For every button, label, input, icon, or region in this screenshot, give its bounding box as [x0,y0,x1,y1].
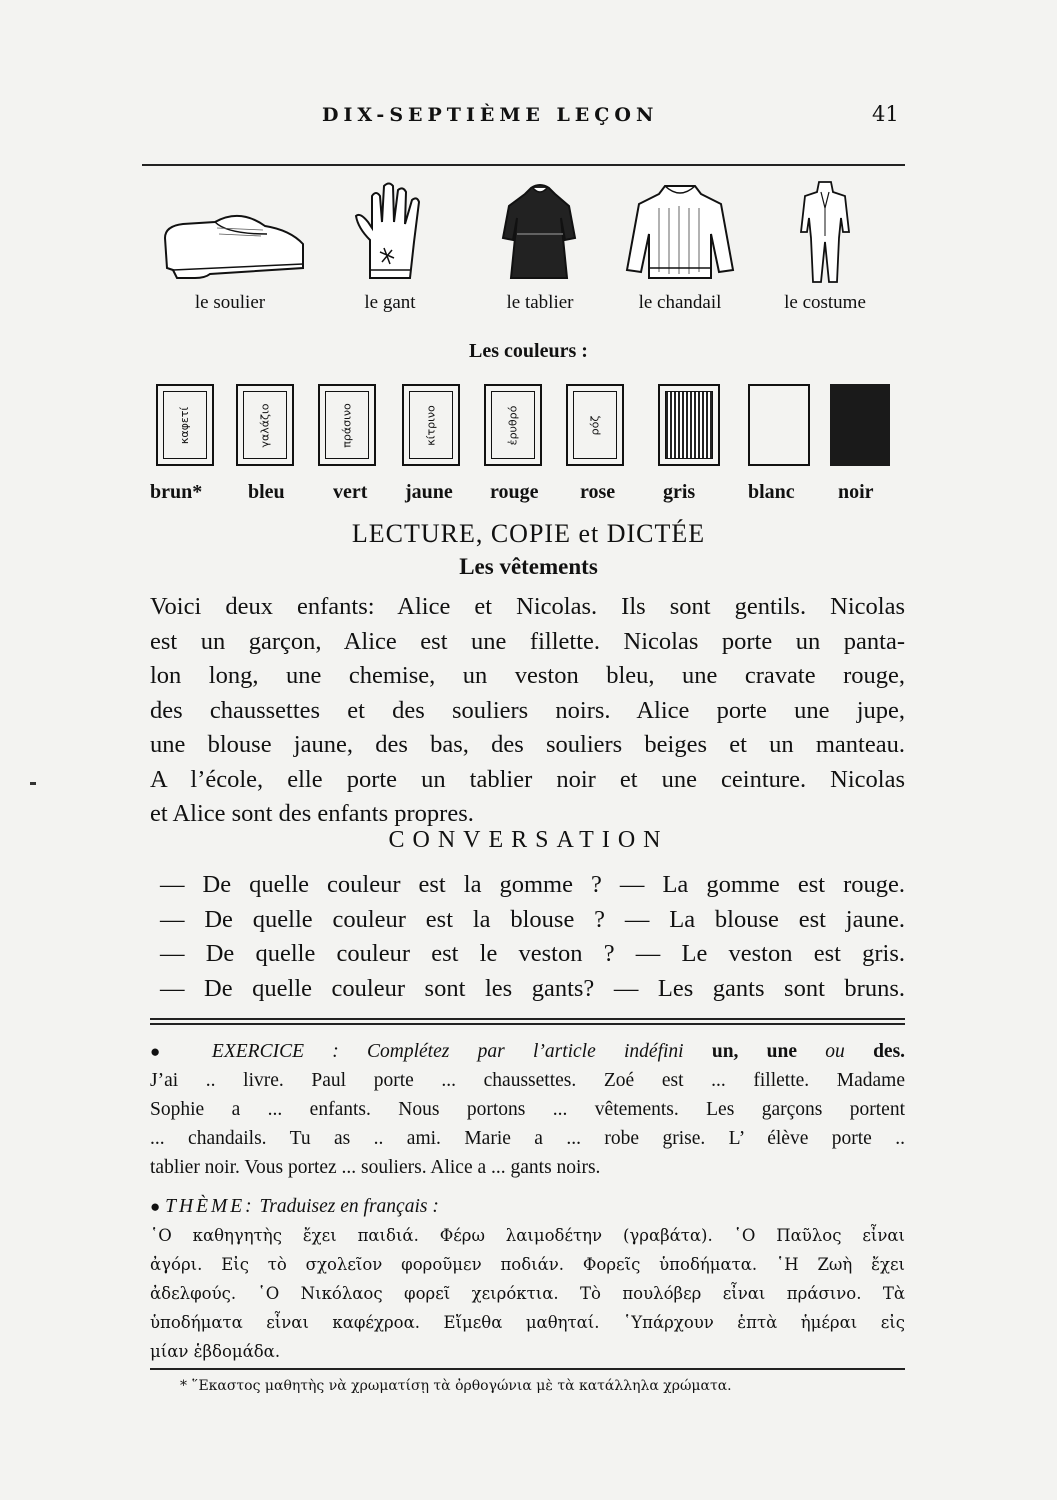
bullet-icon: ● [150,1197,161,1216]
conversation-dialogue [160,868,905,1006]
reading-line: une blouse jaune, des bas, des souliers beiges et un manteau. [150,731,905,758]
swatch-bleu [236,384,294,466]
clothing-label: le tablier [506,292,574,313]
footnote: * ῞Εκαστος μαθητὴς νὰ χρωματίσῃ τὰ ὀρθογώνια μὲ τὰ κατάλληλα χρώματα. [180,1378,732,1394]
margin-mark [30,782,36,785]
color-swatches [150,384,900,474]
swatch-rose [566,384,624,466]
suit-icon [795,178,855,286]
exercice-line: ... chandails. Tu as .. ami. Marie a ... robe grise. L’ élève porte .. [150,1128,905,1149]
color-label-noir: noir [838,481,874,503]
clothing-item-costume [760,178,890,314]
swatch-vert [318,384,376,466]
lecture-heading: LECTURE, COPIE et DICTÉE [351,519,706,548]
theme-instruction: Traduisez en français : [259,1196,439,1217]
exercice-articles: un, une [711,1041,798,1062]
clothing-label: le soulier [194,292,266,313]
clothing-item-chandail [615,178,745,314]
section-rule [150,1023,905,1025]
footnote-rule [150,1368,905,1370]
reading-line: et Alice sont des enfants propres. [150,800,474,827]
reading-line: A l’école, elle porte un tablier noir et une ceinture. Nicolas [150,765,905,793]
exercice-block [150,1037,905,1182]
exercice-line: J’ai .. livre. Paul porte ... chaussettes. Zoé est ... fillette. Madame [150,1070,905,1091]
swatch-rouge [484,384,542,466]
clothing-illustrations [150,178,900,328]
swatch-greek-label: πράσινο [340,402,354,448]
exercice-instruction-line [150,1037,905,1066]
dialogue-line: — De quelle couleur est le veston ? — Le veston est gris. [160,940,905,967]
color-label-blanc: blanc [748,481,795,503]
swatch-gris [658,384,720,466]
swatch-noir [830,384,890,466]
reading-line: des chaussettes et des souliers noirs. Alice porte une jupe, [150,696,905,724]
clothing-label: le chandail [638,292,722,313]
swatch-greek-label: γαλάζιο [258,403,272,447]
color-label-bleu: bleu [248,481,285,503]
theme-line: ἀδελφούς. ῾Ο Νικόλαος φορεῖ χειρόκτια. Τὸ πουλόβερ εἶναι πράσινο. Τὰ [150,1284,905,1303]
reading-line: est un garçon, Alice est une fillette. Nicolas porte un panta- [150,627,905,655]
theme-label: THÈME: [165,1196,255,1217]
clothing-label: le costume [784,292,866,313]
clothing-label: le gant [364,292,416,313]
theme-block [150,1192,905,1366]
theme-line: μίαν ἑβδομάδα. [150,1342,281,1361]
clothing-item-gant [335,178,445,314]
reading-passage [150,590,905,832]
apron-icon [495,178,585,286]
bullet-icon: ● [150,1042,184,1061]
color-labels [150,481,910,511]
color-label-rouge: rouge [490,481,539,503]
exercice-ou: ou [825,1041,845,1062]
reading-line: lon long, une chemise, un veston bleu, une cravate rouge, [150,662,905,689]
exercice-instruction: Complétez par l’article indéfini [367,1041,684,1062]
colors-title: Les couleurs : [469,340,588,362]
theme-instruction-line [150,1192,905,1221]
shoe-icon [155,178,305,286]
swatch-jaune [402,384,460,466]
color-label-jaune: jaune [405,481,453,503]
swatch-greek-label: ρόζ [588,415,602,435]
swatch-greek-label: καφετί [178,406,192,444]
clothing-item-tablier [480,178,600,314]
exercice-line: Sophie a ... enfants. Nous portons ... vêtements. Les garçons portent [150,1099,905,1120]
theme-line: ὑποδήματα εἶναι καφέχροα. Εἴμεθα μαθηταί. ῾Υπάρχουν ἑπτὰ ἡμέραι εἰς [150,1313,905,1332]
swatch-greek-label: κίτρινο [424,404,438,446]
clothing-item-soulier [150,178,310,314]
color-label-rose: rose [580,481,616,503]
exercice-line: tablier noir. Vous portez ... souliers. Alice a ... gants noirs. [150,1157,601,1178]
color-label-brun: brun* [150,481,203,503]
dialogue-line: — De quelle couleur est la blouse ? — La blouse est jaune. [160,905,905,933]
reading-title: Les vêtements [459,554,598,579]
color-label-vert: vert [333,481,368,503]
swatch-greek-label: ἐρυθρό [506,405,520,445]
dialogue-line: — De quelle couleur est la gomme ? — La gomme est rouge. [160,871,905,898]
section-rule [150,1018,905,1020]
reading-line: Voici deux enfants: Alice et Nicolas. Ils sont gentils. Nicolas [150,593,905,620]
theme-line: ῾Ο καθηγητὴς ἔχει παιδιά. Φέρω λαιμοδέτην (γραβάτα). ῾Ο Παῦλος εἶναι [150,1226,905,1245]
exercice-label: EXERCICE : [211,1041,339,1062]
color-label-gris: gris [663,481,696,503]
glove-icon [350,178,430,286]
conversation-heading: CONVERSATION [388,827,669,853]
top-rule [142,164,905,166]
sweater-icon [625,178,735,286]
page-number: 41 [872,102,899,126]
dialogue-line: — De quelle couleur sont les gants? — Les gants sont bruns. [160,974,905,1002]
running-title: DIX-SEPTIÈME LEÇON [322,104,659,126]
theme-line: ἀγόρι. Εἰς τὸ σχολεῖον φοροῦμεν ποδιάν. Φορεῖς ὑποδήματα. ῾Η Ζωὴ ἔχει [150,1255,905,1274]
swatch-blanc [748,384,810,466]
exercice-articles-des: des. [873,1041,906,1062]
swatch-brun [156,384,214,466]
